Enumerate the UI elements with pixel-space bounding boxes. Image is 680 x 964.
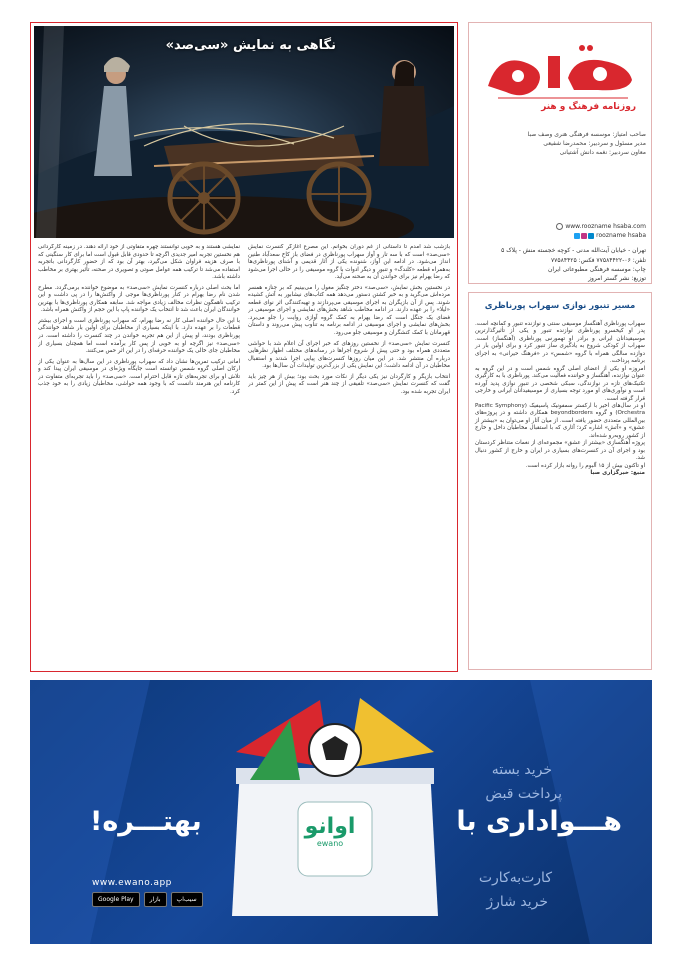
paragraph: کنسرت نمایش «سی‌صد» از نخستین روزهای که خبر اجرای آن اعلام شد با حواشی متعددی همراه بود و حتی پیش از شروع اجراها در رسانه‌های مختلف اظهار نظرهایی درباره آن منتشر شد. در این میان روزها کنسرت‌های پیاپی اجرا شدند و استقبال مخاطبان در آن ادامه داشت؛ این نمایش یکی از بزرگ‌ترین تولیدات آن سال‌ها بود. — [248, 340, 450, 370]
paragraph: انتخاب بازیگر و کارگردان نیز یکی دیگر از نکات مورد بحث بود؛ بیش از هر چیز باید گفت که کنسرت نمایش «سی‌صد» تلفیقی از چند هنر است که پیش از این کمتر در ایران تجربه شده بود. — [248, 373, 450, 395]
contact-info — [474, 222, 646, 283]
sibapp-badge[interactable]: سیب‌اپ — [171, 892, 203, 907]
paragraph: او تاکنون بیش از ۱۵ آلبوم را روانه بازار کرده است. — [525, 462, 645, 469]
website-row[interactable] — [474, 222, 646, 231]
ewano-url[interactable]: www.ewano.app — [92, 878, 172, 888]
google-play-badge[interactable]: Google Play — [92, 892, 140, 907]
paragraph: سهراب پورناظری آهنگساز موسیقی سنتی و نوازنده تنبور و کمانچه است. پدر او کیخسرو پورناظری نوازنده تنبور و یکی از تأثیرگذارترین موسیقیدانان ایرانی و برادر او تهمورس پورناظری (آهنگساز) است. سهراب از کودکی شروع به یادگیری ساز تنبور کرد و برای اولین بار در دوازده سالگی همراه با گروه «شمس» در «فرهنگ حیرانی» به اجرای برنامه پرداخت. — [475, 321, 645, 365]
website-link[interactable]: www.roozname hsaba.com — [565, 223, 646, 230]
newspaper-tagline: روزنامه فرهنگ و هنر — [541, 102, 636, 112]
app-store-badges — [92, 892, 203, 907]
paragraph: بازشب شد آمدم تا داستانی از غم دوران بخوانم. این مصرع آغازگر کنسرت نمایش «سی‌صد» است که با سه تار و آواز سهراب پورناظری در فضای باز کاخ سعدآباد طنین انداز می‌شود. در ادامه این آواز، شنونده یکی از آثار قدیمی و آشنای پورناظری‌ها به‌همراه قطعه «کلندگ» و تنبور و دیگر ادوات با گروه موسیقی را در حالی اجرا می‌شود که رضا یهرام نیز برای خواندن آن به صحنه می‌آید. — [248, 244, 450, 281]
paragraph: امانی ترکیب تمرین‌ها نشان داد که سهراب پورناظری در این سال‌ها به عنوان یکی از ارکان اصلی گروه شمس توانسته است جایگاه ویژه‌ای در موسیقی ایران پیدا کند و تلاش او برای تجربه‌های تازه قابل احترام است. «سی‌صد» را باید تجربه‌ای متفاوت در کارنامه این هنرمند دانست که با وجود همه حواشی، مخاطبان زیادی را به خود جذب کرد. — [38, 358, 240, 395]
article-column-right — [248, 244, 450, 664]
bazaar-badge[interactable]: بازار — [144, 892, 167, 907]
service-item: کارت‌به‌کارت — [478, 870, 552, 886]
publisher-info — [474, 130, 646, 157]
brand-latin: ewano — [316, 839, 344, 848]
social-icons — [574, 233, 594, 239]
deputy-editor-line: معاون سردبیر: نغمه دانش آشتیانی — [559, 149, 646, 156]
sidebar-article — [468, 292, 652, 670]
brand-name: اوانو — [304, 814, 356, 839]
paragraph: اما بحث اصلی درباره کنسرت نمایش «سی‌صد» به موضوع خواننده برمی‌گردد. مطرح شدن نام رضا یهرام در کنار پورناظری‌ها موجی از واکنش‌ها را در پی داشت و این ترکیب ناهمگون نظرات مخالف زیادی مواجه شد. سابقه همکاری پورناظری‌ها با بهترین خوانندگان ایران باعث شد تا انتخاب یک خواننده پاپ با این حجم از واکنش همراه باشد. — [38, 284, 240, 314]
address-line: تهران - خیابان آیت‌الله مدنی - کوچه خجسته منش - پلاک ۵ — [501, 247, 646, 255]
article-column-left — [38, 244, 240, 664]
newspaper-logo — [478, 28, 644, 120]
service-item: خرید شارژ — [486, 894, 548, 910]
source-credit: منبع: خبرگزاری صبا — [590, 470, 645, 477]
sidebar-article-title: مسیر تنبور نوازی سهراب پورناظری — [484, 301, 636, 311]
ad-slogan-part-2: بهتـــره! — [90, 806, 202, 837]
globe-icon — [556, 223, 563, 230]
stage-scene-illustration — [34, 26, 454, 238]
paragraph: نمایشی هستند و به خوبی توانستند چهره متفاوتی از خود ارائه دهند. در زمینه کارگردانی هم نخستین تجربه امیر جدیدی اگرچه تا حدودی قابل قبول است اما برای کار سنگینی که با صرف هزینه فراوان شکل می‌گیرد، بهتر آن بود که از حضور کارگردانی باتجربه استفاده می‌شد تا ترکیب همه عوامل صوتی و تصویری در صحنه، تأثیر بهتری بر مخاطب داشته باشد. — [38, 244, 240, 281]
sidebar-article-body — [475, 321, 645, 478]
printer-line: چاپ: موسسه فرهنگی مطبوعاتی ایران — [547, 265, 646, 273]
paragraph: با این حال خواننده اصلی کار نه رضا یهرام، که سهراب پورناظری است و اجرای بیشتر قطعات را بر عهده دارد. با اینکه بسیاری از مخاطبان برای اولین بار شاهد خوانندگی پورناظری بودند، او پیش از این هم تجربه خواندن در چند کنسرت را داشته است. در «سی‌صد» نیز اگرچه او به خوبی از پس کار برآمده است اما همچنان بسیاری از مخاطبان جای خالی یک خواننده حرفه‌ای را در این اثر حس می‌کنند. — [38, 317, 240, 355]
ewano-logo — [292, 804, 368, 874]
service-item: پرداخت قبض — [485, 786, 562, 802]
editor-line: مدیر مسئول و سردبیر: محمدرضا شفیعی — [543, 140, 646, 147]
paragraph: امروزه او یکی از اعضای اصلی گروه شمس است و در این گروه به عنوان نوازنده، آهنگساز و خواننده فعالیت می‌کند. پورناظری با به کارگیری تکنیک‌های تازه در نوازندگی، سبکی شخصی در تنبور نوازی پدید آورده است و نوآوری‌های او مورد توجه بسیاری از موسیقیدانان ایرانی و خارجی قرار گرفته است. — [475, 365, 645, 402]
article-photo — [34, 26, 454, 238]
paragraph: او در سال‌های اخیر با ارکستر سمفونیک پاسیفیک (Pacific Symphony Orchestra) و گروه beyondborders همکاری داشته و در پروژه‌های بین‌المللی متعددی حضور یافته است. از میان آثار او می‌توان به «بیشتر از عشق» و «آتش» اشاره کرد؛ آثاری که با استقبال مخاطبان داخل و خارج از کشور روبه‌رو شده‌اند. — [475, 402, 646, 439]
paragraph: در نخستین بخش نمایش، «سی‌صد» دختر چنگیز مغول را می‌بینیم که بر جنازه همسر مرده‌اش می‌گرید و به خبر کشتن دستور می‌دهد همه کتاب‌های نیشابور به آتش کشیده شوند. پس از آن بازیگران به اجرای موسیقی می‌پردازند و تهیه‌کنندگی اثر نوای قطعه «لیلا» را بر عهده دارند. در ادامه مخاطب شاهد بخش‌های نمایشی و اجرای موسیقی در فضای یک جنگل است که رضا یهرام به کمک گروه آوازی روایت را جلو می‌برد. بخش‌های نمایشی و اجرای موسیقی در ادامه برنامه به تناوب پیش می‌روند و داستان قهرمانان با کمک کنشگران و موسیقی جلو می‌رود. — [248, 284, 450, 337]
publisher-line: صاحب امتیاز: موسسه فرهنگی هنری وصف صبا — [527, 131, 646, 138]
article-headline: نگاهی به نمایش «سی‌صد» — [165, 38, 336, 53]
social-handle[interactable]: roozname hsaba — [596, 232, 646, 240]
instagram-icon — [581, 233, 587, 239]
telegram-icon — [588, 233, 594, 239]
service-item: خرید بسته — [491, 762, 552, 778]
distribution-line: توزیع: نشر گستر امروز — [588, 275, 646, 283]
social-row[interactable] — [474, 231, 646, 240]
ad-slogan-part-1: هـــواداری با — [456, 806, 622, 837]
ewano-advertisement[interactable] — [30, 680, 652, 944]
paragraph: پروژه آهنگسازی «بیشتر از عشق» مجموعه‌ای از نغمات متناظر کردستان بود و اجرای آن در کنسرت‌های بسیاری در ایران و خارج از کشور دنبال شد. — [475, 440, 645, 462]
twitter-icon — [574, 233, 580, 239]
phone-line: تلفن: ۰۶-۷۷۵۸۴۴۲۲ فکس: ۷۷۵۸۴۴۲۵ — [550, 256, 646, 264]
